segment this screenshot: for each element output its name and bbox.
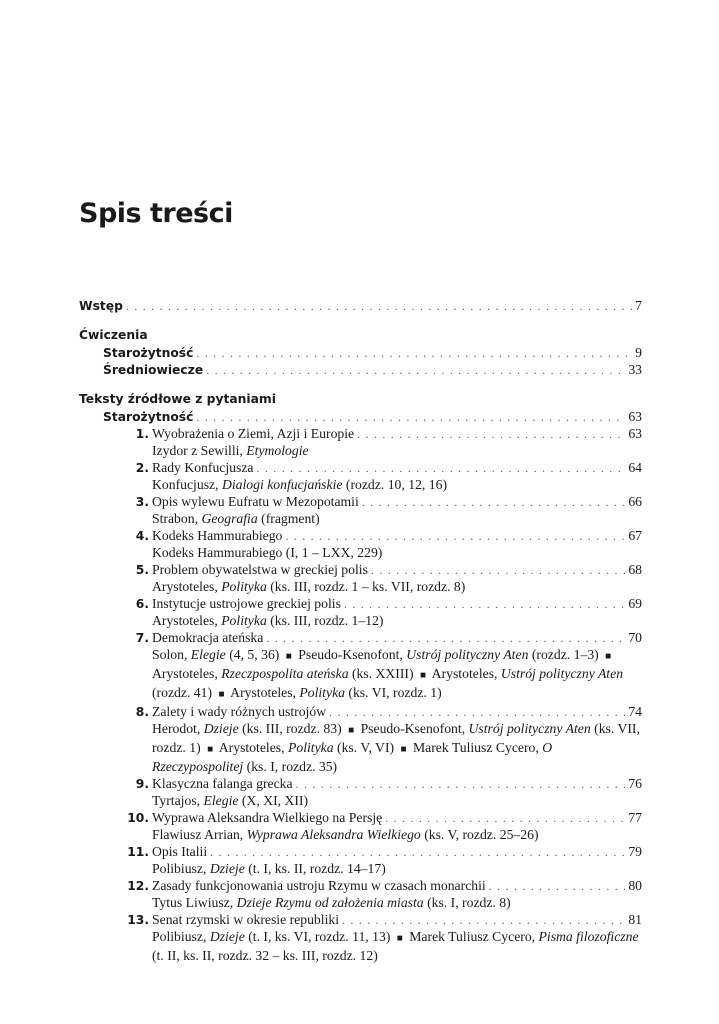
leader-dots — [196, 409, 625, 426]
entry-title: Opis Italii — [152, 844, 208, 859]
toc-label: Wstęp — [79, 299, 123, 313]
page-number: 63 — [628, 426, 642, 441]
toc-entry-4[interactable] — [79, 527, 642, 544]
page-number: 63 — [628, 409, 642, 424]
toc-label: Średniowiecze — [103, 363, 204, 377]
leader-dots — [285, 528, 625, 545]
page-number: 33 — [628, 362, 642, 377]
section-heading-cwiczenia — [79, 327, 642, 344]
leader-dots — [344, 596, 625, 613]
entry-title: Zalety i wady różnych ustrojów — [152, 704, 327, 719]
entry-title: Kodeks Hammurabiego — [152, 528, 283, 543]
section-label: Ćwiczenia — [79, 328, 148, 342]
page-number: 74 — [628, 704, 642, 719]
entry-source: Polibiusz, Dzieje (t. I, ks. II, rozdz. 14–17) — [152, 861, 386, 876]
bullet-square-icon: ■ — [218, 689, 225, 700]
leader-dots — [329, 704, 625, 721]
page-number: 69 — [628, 596, 642, 611]
entry-source: Strabon, Geografia (fragment) — [152, 511, 320, 526]
leader-dots — [385, 810, 625, 827]
entry-source: Arystoteles, Polityka (ks. III, rozdz. 1 – ks. VII, rozdz. 8) — [152, 579, 466, 594]
toc-entry-6[interactable] — [79, 595, 642, 612]
bullet-square-icon: ■ — [419, 670, 427, 681]
section-label: Teksty źródłowe z pytaniami — [79, 392, 276, 406]
leader-dots — [371, 562, 625, 579]
leader-dots — [206, 362, 625, 379]
entry-number: 9. — [135, 777, 149, 791]
entry-number: 8. — [135, 705, 149, 719]
entry-source: Izydor z Sewilli, Etymologie — [152, 443, 309, 458]
entry-title: Demokracja ateńska — [152, 630, 264, 645]
page-number: 70 — [628, 630, 642, 645]
toc-entry-sredniowiecze[interactable] — [79, 361, 642, 378]
section-heading-teksty — [79, 391, 642, 408]
entry-title: Wyprawa Aleksandra Wielkiego na Persję — [152, 810, 383, 825]
page-number: 64 — [628, 460, 642, 475]
entry-number: 2. — [135, 461, 149, 475]
entry-title: Instytucje ustrojowe greckiej polis — [152, 596, 341, 611]
entry-number: 4. — [135, 529, 149, 543]
entry-source: Kodeks Hammurabiego (I, 1 – LXX, 229) — [152, 545, 383, 560]
entry-number: 10. — [127, 811, 149, 825]
leader-dots — [257, 460, 626, 477]
entry-source: Arystoteles, Polityka (ks. III, rozdz. 1–12) — [152, 613, 384, 628]
entry-title: Klasyczna falanga grecka — [152, 776, 293, 791]
leader-dots — [196, 345, 632, 362]
entry-number: 7. — [135, 631, 149, 645]
page-number: 68 — [628, 562, 642, 577]
entry-number: 3. — [135, 495, 149, 509]
entry-title: Zasady funkcjonowania ustroju Rzymu w czasach monarchii — [152, 878, 486, 893]
entry-number: 11. — [127, 845, 149, 859]
toc-entry-12[interactable] — [79, 877, 642, 894]
entry-source: Konfucjusz, Dialogi konfucjańskie (rozdz. 10, 12, 16) — [152, 477, 447, 492]
toc-entry-starozytnosc-teksty[interactable] — [79, 408, 642, 425]
toc-entry-13[interactable] — [79, 911, 642, 928]
bullet-square-icon: ■ — [285, 651, 292, 662]
toc-entry-8[interactable] — [79, 703, 642, 720]
entry-source: Solon, Elegie (4, 5, 36) ■ Pseudo-Ksenofont, Ustrój polityczny Aten (rozdz. 1–3) ■ Arystoteles, Rzeczpospolita ateńska (ks. XXIII) ■ Arystoteles, Ustrój polityczny Aten (rozdz. 41) ■ Arystoteles, Polityka (ks. VI, rozdz. 1) — [152, 647, 624, 700]
table-of-contents — [79, 297, 642, 964]
toc-entry-starozytnosc-cw[interactable] — [79, 344, 642, 361]
page-number: 9 — [635, 345, 642, 360]
entry-title: Wyobrażenia o Ziemi, Azji i Europie — [152, 426, 355, 441]
bullet-square-icon: ■ — [207, 744, 214, 755]
bullet-square-icon: ■ — [396, 933, 403, 944]
toc-entry-wstep[interactable] — [79, 297, 642, 314]
entry-title: Problem obywatelstwa w greckiej polis — [152, 562, 368, 577]
page-number: 76 — [628, 776, 642, 791]
toc-entry-1[interactable] — [79, 425, 642, 442]
bullet-square-icon: ■ — [400, 744, 407, 755]
toc-entry-7[interactable] — [79, 629, 642, 646]
bullet-square-icon: ■ — [348, 725, 355, 736]
page-number: 66 — [628, 494, 642, 509]
page-number: 81 — [628, 912, 642, 927]
toc-entry-5[interactable] — [79, 561, 642, 578]
entry-title: Senat rzymski w okresie republiki — [152, 912, 340, 927]
toc-entry-9[interactable] — [79, 775, 642, 792]
page-title: Spis treści — [79, 198, 233, 229]
entry-number: 13. — [127, 913, 149, 927]
toc-label: Starożytność — [103, 410, 194, 424]
entry-number: 12. — [127, 879, 149, 893]
entry-source: Polibiusz, Dzieje (t. I, ks. VI, rozdz. 11, 13) ■ Marek Tuliusz Cycero, Pisma filozoficzne (t. II, ks. II, rozdz. 32 – ks. III, rozdz. 12) — [152, 929, 639, 963]
toc-entry-10[interactable] — [79, 809, 642, 826]
toc-label: Starożytność — [103, 346, 194, 360]
leader-dots — [489, 878, 626, 895]
page-number: 80 — [628, 878, 642, 893]
leader-dots — [357, 426, 625, 443]
toc-entry-11[interactable] — [79, 843, 642, 860]
entry-number: 6. — [135, 597, 149, 611]
entry-source: Tytus Liwiusz, Dzieje Rzymu od założenia miasta (ks. I, rozdz. 8) — [152, 895, 511, 910]
entry-source: Tyrtajos, Elegie (X, XI, XII) — [152, 793, 309, 808]
leader-dots — [266, 630, 625, 647]
entry-source: Flawiusz Arrian, Wyprawa Aleksandra Wielkiego (ks. V, rozdz. 25–26) — [152, 827, 539, 842]
page-number: 79 — [628, 844, 642, 859]
entry-title: Opis wylewu Eufratu w Mezopotamii — [152, 494, 359, 509]
bullet-square-icon: ■ — [605, 651, 612, 662]
leader-dots — [126, 298, 632, 315]
toc-entry-3[interactable] — [79, 493, 642, 510]
entry-source: Herodot, Dzieje (ks. III, rozdz. 83) ■ Pseudo-Ksenofont, Ustrój polityczny Aten (ks. VII, rozdz. 1) ■ Arystoteles, Polityka (ks. V, VI) ■ Marek Tuliusz Cycero, O Rzeczypospolitej (ks. I, rozdz. 35) — [152, 721, 640, 774]
leader-dots — [362, 494, 626, 511]
leader-dots — [296, 776, 626, 793]
page-number: 7 — [635, 298, 642, 313]
entry-number: 5. — [135, 563, 149, 577]
leader-dots — [210, 844, 625, 861]
entry-title: Rady Konfucjusza — [152, 460, 254, 475]
toc-entry-2[interactable] — [79, 459, 642, 476]
page-number: 77 — [628, 810, 642, 825]
entry-number: 1. — [135, 427, 149, 441]
page-number: 67 — [628, 528, 642, 543]
leader-dots — [342, 912, 625, 929]
